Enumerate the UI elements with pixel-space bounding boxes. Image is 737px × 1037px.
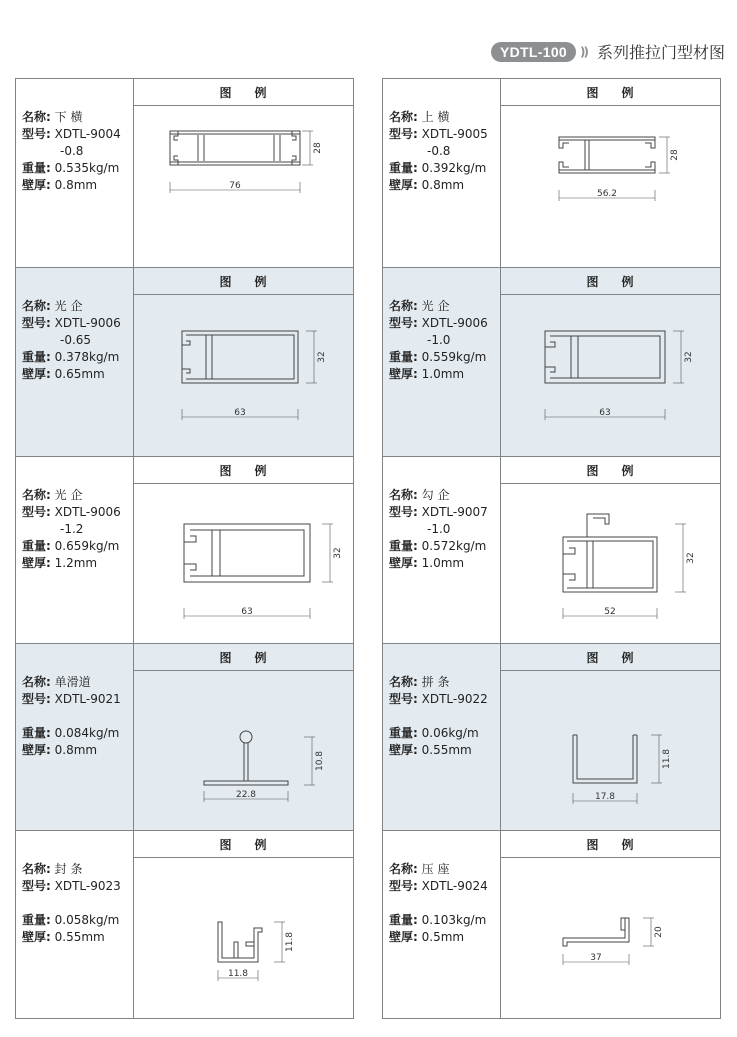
profile-drawing	[134, 858, 353, 1018]
model-row	[22, 878, 133, 895]
thickness-label: 壁厚:	[389, 930, 418, 944]
figure-header	[134, 79, 353, 106]
model-label: 型号:	[22, 692, 51, 706]
profile-outline	[184, 524, 310, 582]
profile-outline	[206, 335, 212, 379]
figure-header-char: 图	[586, 85, 600, 100]
info-spacer	[22, 895, 133, 912]
profile-drawing-area	[134, 295, 353, 456]
model-row	[389, 315, 500, 332]
thickness-row	[389, 555, 500, 572]
profile-outline	[559, 137, 655, 140]
profile-info	[383, 457, 501, 643]
weight-row	[22, 349, 133, 366]
profile-outline	[170, 131, 178, 140]
name-row	[389, 298, 500, 315]
name-row	[389, 487, 500, 504]
thickness-row	[389, 742, 500, 759]
profile-outline	[571, 336, 578, 378]
left-column	[15, 78, 354, 1019]
info-spacer	[22, 708, 133, 725]
figure-header-char: 例	[254, 463, 268, 478]
profile-model-suffix: -0.8	[60, 144, 84, 158]
height-dimension-label: 32	[333, 547, 343, 559]
profile-cell	[16, 268, 353, 457]
name-row	[22, 674, 133, 691]
profile-outline	[184, 564, 196, 582]
model-suffix-row	[22, 332, 133, 349]
weight-row	[389, 349, 500, 366]
profile-weight: 0.659kg/m	[54, 539, 120, 553]
profile-outline	[559, 170, 655, 173]
profile-outline	[545, 331, 665, 383]
profile-outline	[204, 781, 288, 785]
profile-outline	[577, 735, 633, 779]
thickness-label: 壁厚:	[389, 178, 418, 192]
figure-header	[134, 831, 353, 858]
model-suffix-row	[389, 143, 500, 160]
profile-model-suffix: -1.0	[427, 522, 451, 536]
weight-label: 重量:	[389, 539, 418, 553]
profile-outline	[182, 331, 298, 383]
profile-outline	[184, 524, 196, 542]
width-dimension-label: 11.8	[227, 969, 249, 979]
figure-header-char: 例	[254, 274, 268, 289]
weight-row	[22, 538, 133, 555]
profile-info	[383, 831, 501, 1018]
thickness-label: 壁厚:	[22, 930, 51, 944]
weight-label: 重量:	[22, 913, 51, 927]
profile-drawing-area	[134, 106, 353, 267]
weight-row	[389, 912, 500, 929]
width-dimension-label: 56.2	[596, 189, 618, 199]
profile-outline	[563, 537, 657, 592]
profile-outline	[545, 367, 555, 383]
profile-drawing	[501, 858, 720, 1018]
model-label: 型号:	[22, 316, 51, 330]
profile-info	[383, 268, 501, 456]
thickness-row	[389, 366, 500, 383]
profile-outline	[645, 162, 655, 173]
width-dimension-label: 76	[229, 181, 241, 191]
profile-name: 光 企	[54, 299, 83, 313]
figure-header	[501, 457, 720, 484]
profile-model: XDTL-9005	[421, 127, 488, 141]
profile-drawing	[134, 671, 353, 831]
thickness-label: 壁厚:	[22, 178, 51, 192]
info-spacer	[389, 895, 500, 912]
profile-thickness: 0.8mm	[54, 178, 98, 192]
profile-cell	[383, 457, 720, 644]
figure-header	[134, 644, 353, 671]
profile-outline	[567, 541, 653, 588]
profile-drawing	[501, 106, 720, 268]
thickness-label: 壁厚:	[389, 556, 418, 570]
profile-outline	[244, 743, 248, 781]
thickness-row	[389, 929, 500, 946]
profile-name: 拼 条	[421, 675, 450, 689]
profile-drawing-area	[501, 106, 720, 267]
name-row	[22, 487, 133, 504]
profile-drawing	[501, 671, 720, 831]
figure-header-char: 例	[621, 837, 635, 852]
profile-outline	[545, 331, 555, 347]
name-label: 名称:	[22, 299, 51, 313]
thickness-label: 壁厚:	[22, 743, 51, 757]
height-dimension-label: 32	[317, 351, 327, 363]
model-label: 型号:	[389, 692, 418, 706]
profile-model-suffix: -1.0	[427, 333, 451, 347]
profile-outline	[186, 335, 294, 379]
profile-outline	[182, 331, 190, 345]
profile-cell	[16, 79, 353, 268]
thickness-label: 壁厚:	[22, 367, 51, 381]
height-dimension-label: 28	[670, 149, 680, 161]
height-dimension-label: 11.8	[285, 931, 295, 953]
model-label: 型号:	[389, 316, 418, 330]
width-dimension-label: 63	[241, 607, 253, 617]
profile-outline	[587, 541, 593, 588]
name-label: 名称:	[22, 675, 51, 689]
figure-header-char: 图	[219, 650, 233, 665]
profile-cell	[383, 831, 720, 1018]
profile-model-suffix: -0.8	[427, 144, 451, 158]
model-row	[22, 315, 133, 332]
figure-header-char: 例	[621, 85, 635, 100]
profile-drawing-area	[501, 858, 720, 1018]
profile-model: XDTL-9023	[54, 879, 121, 893]
profile-thickness: 1.0mm	[421, 367, 465, 381]
profile-outline	[645, 137, 655, 148]
profile-cell	[383, 644, 720, 831]
figure-header-char: 例	[621, 274, 635, 289]
profile-weight: 0.559kg/m	[421, 350, 487, 364]
model-row	[22, 126, 133, 143]
profile-drawing-area	[134, 671, 353, 830]
figure-header	[501, 79, 720, 106]
profile-outline	[240, 731, 252, 743]
weight-row	[22, 912, 133, 929]
profile-outline	[182, 369, 190, 383]
profile-thickness: 0.65mm	[54, 367, 105, 381]
profile-model: XDTL-9024	[421, 879, 488, 893]
profile-cell	[383, 268, 720, 457]
profile-model-suffix: -1.2	[60, 522, 84, 536]
thickness-label: 壁厚:	[22, 556, 51, 570]
profile-cell	[383, 79, 720, 268]
model-suffix-row	[389, 332, 500, 349]
figure-header-char: 图	[586, 274, 600, 289]
profile-cell	[16, 644, 353, 831]
model-label: 型号:	[22, 879, 51, 893]
model-row	[389, 126, 500, 143]
profile-weight: 0.535kg/m	[54, 161, 120, 175]
profile-thickness: 0.8mm	[421, 178, 465, 192]
profile-outline	[198, 135, 280, 161]
model-label: 型号:	[22, 127, 51, 141]
profile-weight: 0.392kg/m	[421, 161, 487, 175]
model-row	[22, 691, 133, 708]
figure-header-char: 图	[586, 837, 600, 852]
model-row	[389, 878, 500, 895]
model-suffix-row	[389, 521, 500, 538]
model-label: 型号:	[22, 505, 51, 519]
model-suffix-row	[22, 521, 133, 538]
width-dimension-label: 17.8	[594, 792, 616, 802]
name-row	[22, 861, 133, 878]
profile-outline	[292, 131, 300, 140]
profile-outline	[246, 942, 254, 946]
figure-header	[134, 457, 353, 484]
model-label: 型号:	[389, 127, 418, 141]
figure-header-char: 图	[219, 85, 233, 100]
profile-drawing-area	[134, 484, 353, 643]
width-dimension-label: 63	[234, 408, 246, 418]
figure-header-char: 图	[219, 837, 233, 852]
name-label: 名称:	[389, 862, 418, 876]
profile-drawing-area	[501, 484, 720, 643]
thickness-row	[22, 366, 133, 383]
profile-info	[16, 831, 134, 1018]
profile-outline	[563, 537, 575, 554]
weight-row	[22, 160, 133, 177]
profile-thickness: 0.55mm	[54, 930, 105, 944]
thickness-row	[22, 177, 133, 194]
profile-model: XDTL-9006	[421, 316, 488, 330]
profile-name: 光 企	[54, 488, 83, 502]
profile-outline	[563, 574, 575, 592]
model-row	[389, 691, 500, 708]
name-label: 名称:	[22, 862, 51, 876]
right-column	[382, 78, 721, 1019]
profile-model: XDTL-9007	[421, 505, 488, 519]
profile-info	[16, 79, 134, 267]
name-label: 名称:	[389, 488, 418, 502]
profile-drawing-area	[501, 295, 720, 456]
model-suffix-row	[22, 143, 133, 160]
profile-outline	[234, 942, 238, 958]
profile-model: XDTL-9022	[421, 692, 488, 706]
thickness-label: 壁厚:	[389, 743, 418, 757]
name-row	[22, 109, 133, 126]
profile-weight: 0.378kg/m	[54, 350, 120, 364]
profile-outline	[573, 735, 637, 783]
profile-weight: 0.084kg/m	[54, 726, 120, 740]
width-dimension-label: 63	[599, 408, 611, 418]
profile-info	[383, 79, 501, 267]
profile-info	[383, 644, 501, 830]
profile-outline	[559, 137, 569, 148]
model-label: 型号:	[389, 879, 418, 893]
series-title: 系列推拉门型材图	[596, 43, 725, 62]
weight-row	[389, 538, 500, 555]
profile-thickness: 0.8mm	[54, 743, 98, 757]
profile-cell	[16, 457, 353, 644]
profile-outline	[212, 530, 220, 576]
figure-header-char: 图	[586, 463, 600, 478]
model-row	[389, 504, 500, 521]
figure-header	[501, 644, 720, 671]
profile-outline	[563, 918, 629, 946]
page-header	[491, 40, 725, 63]
width-dimension-label: 37	[590, 953, 602, 963]
name-label: 名称:	[22, 488, 51, 502]
profile-thickness: 0.55mm	[421, 743, 472, 757]
profile-outline	[587, 514, 609, 537]
name-row	[22, 298, 133, 315]
name-label: 名称:	[22, 110, 51, 124]
thickness-row	[22, 555, 133, 572]
figure-header-char: 例	[621, 463, 635, 478]
profile-name: 单滑道	[54, 675, 91, 689]
profile-drawing-area	[501, 671, 720, 830]
figure-header-char: 例	[254, 85, 268, 100]
profile-outline	[170, 156, 178, 165]
figure-header-char: 图	[219, 463, 233, 478]
name-label: 名称:	[389, 675, 418, 689]
profile-weight: 0.572kg/m	[421, 539, 487, 553]
brand-mark-icon: ))	[580, 44, 587, 59]
name-label: 名称:	[389, 110, 418, 124]
model-row	[22, 504, 133, 521]
profile-model-suffix: -0.65	[60, 333, 92, 347]
figure-header-char: 例	[254, 650, 268, 665]
name-row	[389, 109, 500, 126]
profile-name: 勾 企	[421, 488, 450, 502]
profile-info	[16, 457, 134, 643]
profile-info	[16, 644, 134, 830]
profile-thickness: 1.2mm	[54, 556, 98, 570]
figure-header-char: 图	[219, 274, 233, 289]
weight-label: 重量:	[22, 539, 51, 553]
figure-header-char: 例	[621, 650, 635, 665]
thickness-row	[389, 177, 500, 194]
profile-outline	[585, 140, 589, 170]
profile-weight: 0.058kg/m	[54, 913, 120, 927]
profile-outline	[218, 922, 262, 962]
weight-label: 重量:	[22, 350, 51, 364]
series-badge: YDTL-100	[491, 42, 576, 62]
weight-row	[22, 725, 133, 742]
thickness-row	[22, 742, 133, 759]
height-dimension-label: 10.8	[315, 750, 325, 772]
figure-header-char: 例	[254, 837, 268, 852]
profile-outline	[621, 918, 625, 930]
profile-thickness: 0.5mm	[421, 930, 465, 944]
name-label: 名称:	[389, 299, 418, 313]
profile-cell	[16, 831, 353, 1018]
weight-label: 重量:	[389, 726, 418, 740]
name-row	[389, 861, 500, 878]
weight-label: 重量:	[22, 726, 51, 740]
profile-weight: 0.06kg/m	[421, 726, 479, 740]
weight-row	[389, 725, 500, 742]
profile-outline	[550, 336, 660, 378]
model-label: 型号:	[389, 505, 418, 519]
height-dimension-label: 28	[313, 142, 323, 154]
profile-drawing	[501, 484, 720, 644]
thickness-label: 壁厚:	[389, 367, 418, 381]
weight-label: 重量:	[22, 161, 51, 175]
profile-thickness: 1.0mm	[421, 556, 465, 570]
figure-header	[501, 268, 720, 295]
profile-outline	[292, 156, 300, 165]
profile-drawing	[501, 295, 720, 457]
profile-name: 压 座	[421, 862, 450, 876]
profile-outline	[559, 162, 569, 173]
figure-header	[134, 268, 353, 295]
profile-name: 封 条	[54, 862, 83, 876]
weight-label: 重量:	[389, 161, 418, 175]
height-dimension-label: 32	[686, 552, 696, 564]
weight-row	[389, 160, 500, 177]
height-dimension-label: 32	[684, 351, 694, 363]
width-dimension-label: 22.8	[235, 790, 257, 800]
profile-info	[16, 268, 134, 456]
profile-name: 光 企	[421, 299, 450, 313]
profile-drawing-area	[134, 858, 353, 1018]
height-dimension-label: 11.8	[662, 748, 672, 770]
thickness-row	[22, 929, 133, 946]
profile-drawing	[134, 484, 353, 644]
profile-model: XDTL-9004	[54, 127, 121, 141]
profile-model: XDTL-9006	[54, 505, 121, 519]
profile-name: 下 横	[54, 110, 83, 124]
name-row	[389, 674, 500, 691]
height-dimension-label: 20	[654, 926, 664, 938]
profile-name: 上 横	[421, 110, 450, 124]
profile-drawing	[134, 106, 353, 268]
info-spacer	[389, 708, 500, 725]
weight-label: 重量:	[389, 350, 418, 364]
width-dimension-label: 52	[604, 607, 616, 617]
figure-header-char: 图	[586, 650, 600, 665]
weight-label: 重量:	[389, 913, 418, 927]
profile-weight: 0.103kg/m	[421, 913, 487, 927]
profile-drawing	[134, 295, 353, 457]
figure-header	[501, 831, 720, 858]
profile-model: XDTL-9021	[54, 692, 121, 706]
profile-model: XDTL-9006	[54, 316, 121, 330]
profile-outline	[190, 530, 304, 576]
